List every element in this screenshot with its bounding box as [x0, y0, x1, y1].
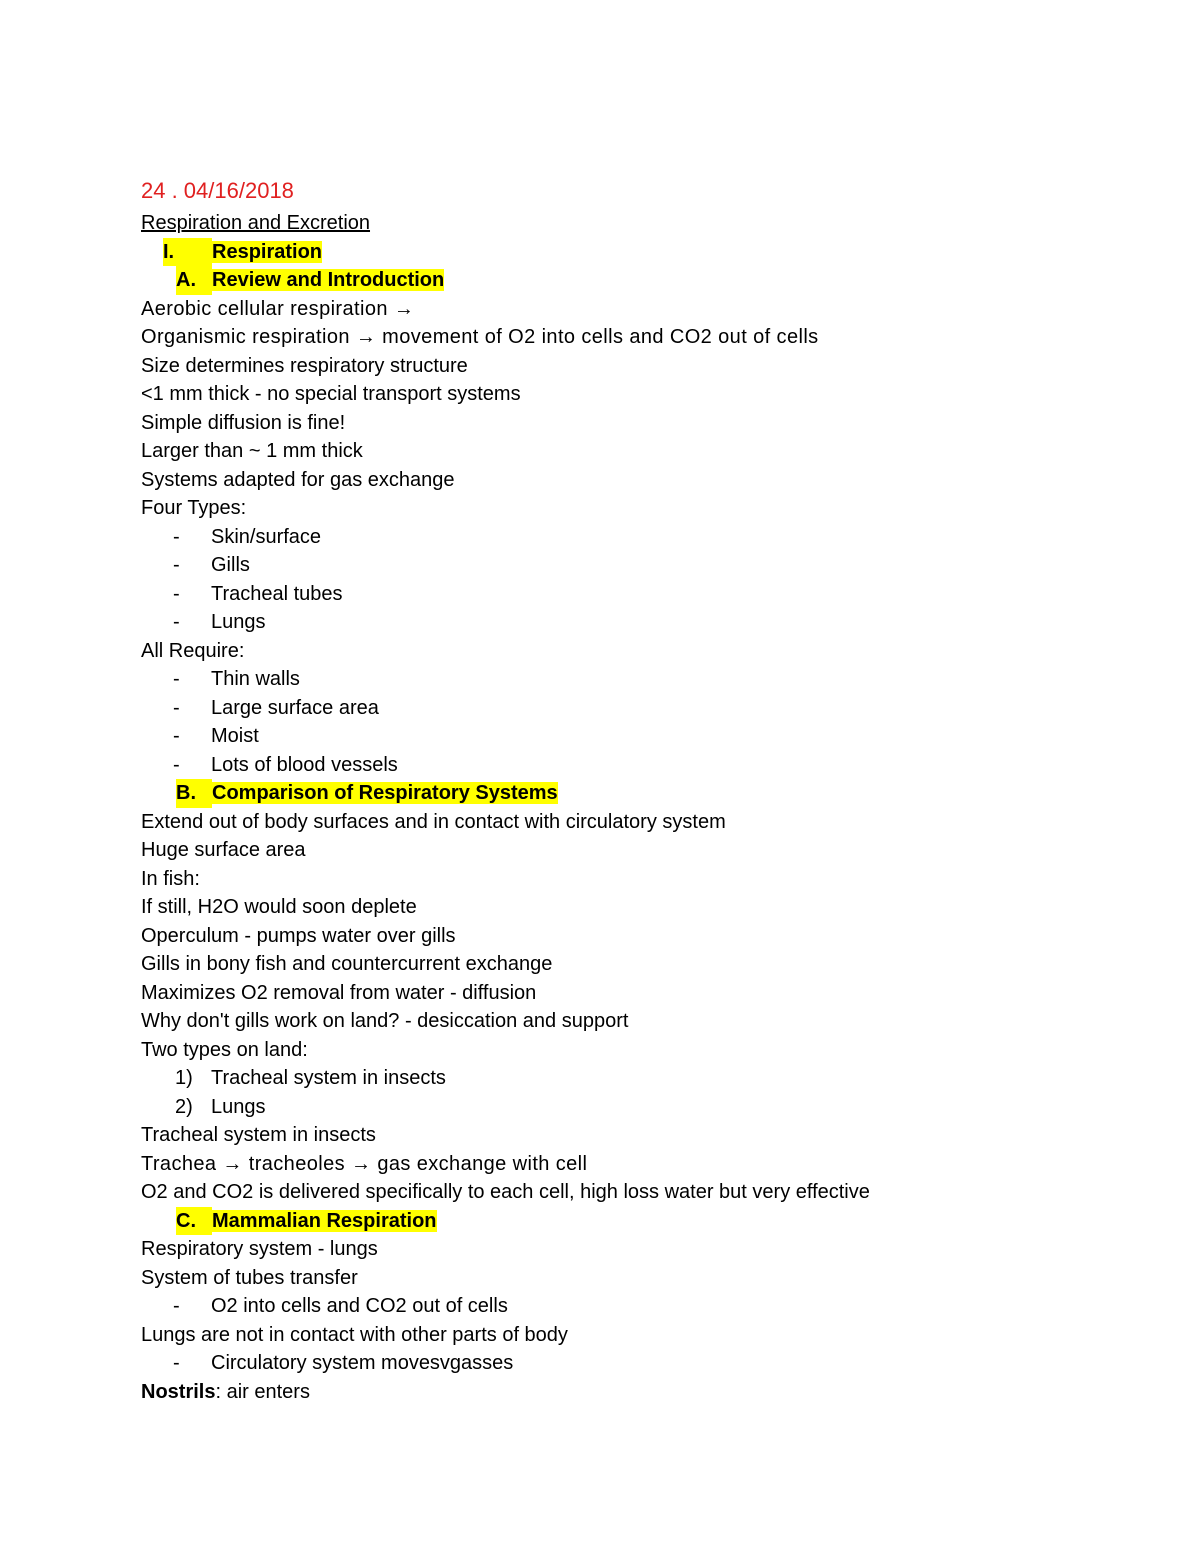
- subsection-heading-c: [141, 1207, 1141, 1236]
- bullet-item: - Gills: [173, 554, 250, 576]
- highlight: A. Review and Introduction: [176, 269, 444, 291]
- note-line: Size determines respiratory structure: [141, 354, 468, 377]
- note-line: Gills in bony fish and countercurrent exchange: [141, 953, 553, 975]
- note-line: Aerobic cellular respiration →: [141, 297, 415, 320]
- highlight: B. Comparison of Respiratory Systems: [176, 782, 558, 804]
- note-line: Systems adapted for gas exchange: [141, 468, 455, 491]
- document-title: Respiration and Excretion: [141, 212, 371, 234]
- note-line: All Require:: [141, 639, 245, 662]
- bullet-item: - Tracheal tubes: [173, 582, 343, 605]
- note-line: In fish:: [141, 867, 200, 890]
- bullet-item: - Skin/surface: [173, 525, 322, 548]
- bullet-item: - Lots of blood vessels: [173, 753, 398, 776]
- bullet-item: - Large surface area: [173, 696, 379, 719]
- bullet-item: - Circulatory system movesvgasses: [173, 1352, 514, 1374]
- note-line: Tracheal system in insects: [141, 1124, 376, 1146]
- note-line: Organismic respiration → movement of O2 into cells and CO2 out of cells: [141, 326, 819, 348]
- section-heading: [141, 238, 1141, 267]
- note-line: Respiratory system - lungs: [141, 1238, 378, 1260]
- note-line: <1 mm thick - no special transport systems: [141, 383, 521, 405]
- subsection-heading-a: [141, 266, 1141, 295]
- note-line: If still, H2O would soon deplete: [141, 896, 417, 918]
- numbered-item: 1) Tracheal system in insects: [175, 1067, 446, 1089]
- bullet-item: - Moist: [173, 725, 259, 747]
- note-line: O2 and CO2 is delivered specifically to each cell, high loss water but very effective: [141, 1181, 870, 1203]
- note-line: Larger than ~ 1 mm thick: [141, 440, 363, 462]
- highlight: C. Mammalian Respiration: [176, 1210, 437, 1232]
- note-line: Trachea → tracheoles → gas exchange with cell: [141, 1152, 588, 1175]
- note-line: Huge surface area: [141, 839, 306, 861]
- note-line: Extend out of body surfaces and in contact with circulatory system: [141, 810, 726, 833]
- note-line: Simple diffusion is fine!: [141, 411, 346, 434]
- highlight: I. Respiration: [163, 241, 322, 263]
- bullet-item: - Thin walls: [173, 668, 300, 690]
- note-line: Lungs are not in contact with other parts of body: [141, 1323, 568, 1346]
- term-bold: Nostrils: [141, 1380, 216, 1403]
- document-page: [141, 176, 1141, 1406]
- numbered-item: 2) Lungs: [175, 1095, 266, 1118]
- bullet-item: - O2 into cells and CO2 out of cells: [173, 1295, 508, 1317]
- note-line: System of tubes transfer: [141, 1266, 358, 1289]
- note-line: Operculum - pumps water over gills: [141, 924, 456, 947]
- date-heading: 24 . 04/16/2018: [141, 178, 294, 203]
- note-line: Two types on land:: [141, 1038, 308, 1061]
- bullet-item: - Lungs: [173, 611, 266, 633]
- note-line: Why don't gills work on land? - desiccation and support: [141, 1010, 629, 1032]
- note-line: Four Types:: [141, 497, 247, 519]
- note-line: Nostrils: air enters: [141, 1380, 310, 1403]
- note-line: Maximizes O2 removal from water - diffusion: [141, 981, 537, 1004]
- subsection-heading-b: [141, 779, 1141, 808]
